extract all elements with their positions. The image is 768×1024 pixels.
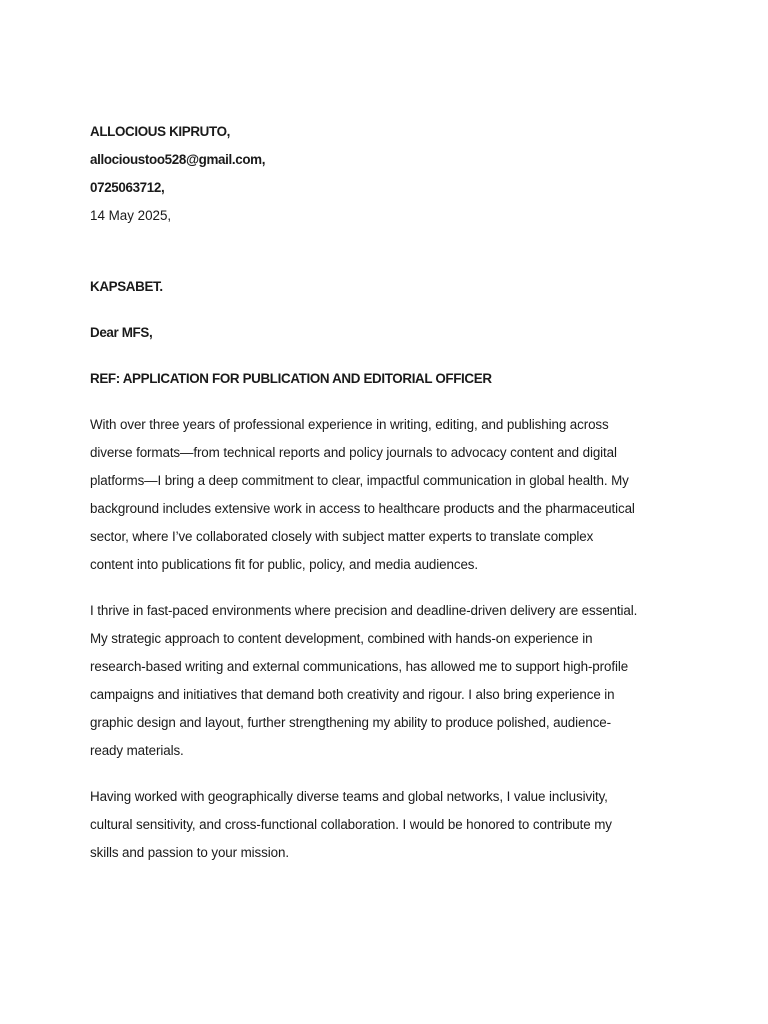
paragraph-line: sector, where I’ve collaborated closely with subject matter experts to translate complex — [90, 529, 594, 544]
sender-name: ALLOCIOUS KIPRUTO, — [90, 124, 231, 139]
paragraph-line: content into publications fit for public, policy, and media audiences. — [90, 557, 479, 572]
paragraph-line: skills and passion to your mission. — [90, 845, 289, 860]
paragraph-line: ready materials. — [90, 743, 184, 758]
paragraph-line: Having worked with geographically diverse teams and global networks, I value inclusivity, — [90, 789, 608, 804]
paragraph-line: graphic design and layout, further strengthening my ability to produce polished, audience- — [90, 715, 612, 730]
reference-line: REF: APPLICATION FOR PUBLICATION AND EDITORIAL OFFICER — [90, 371, 492, 386]
recipient-location: KAPSABET. — [90, 279, 163, 294]
salutation: Dear MFS, — [90, 325, 153, 340]
sender-email: allocioustoo528@gmail.com, — [90, 152, 266, 167]
paragraph-line: campaigns and initiatives that demand both creativity and rigour. I also bring experience in — [90, 687, 615, 702]
paragraph-3 — [90, 783, 680, 867]
letter-body — [90, 118, 680, 867]
paragraph-line: With over three years of professional experience in writing, editing, and publishing across — [90, 417, 609, 432]
paragraph-2 — [90, 597, 680, 765]
paragraph-line: diverse formats—from technical reports and policy journals to advocacy content and digital — [90, 445, 617, 460]
paragraph-line: background includes extensive work in access to healthcare products and the pharmaceutical — [90, 501, 635, 516]
paragraph-line: I thrive in fast-paced environments where precision and deadline-driven delivery are essential. — [90, 603, 638, 618]
paragraph-line: My strategic approach to content development, combined with hands-on experience in — [90, 631, 593, 646]
paragraph-1 — [90, 411, 680, 579]
paragraph-line: platforms—I bring a deep commitment to clear, impactful communication in global health. My — [90, 473, 629, 488]
sender-phone: 0725063712, — [90, 180, 165, 195]
letter-date: 14 May 2025, — [90, 208, 172, 223]
paragraph-line: research-based writing and external communications, has allowed me to support high-profile — [90, 659, 629, 674]
paragraph-line: cultural sensitivity, and cross-functional collaboration. I would be honored to contribute my — [90, 817, 612, 832]
